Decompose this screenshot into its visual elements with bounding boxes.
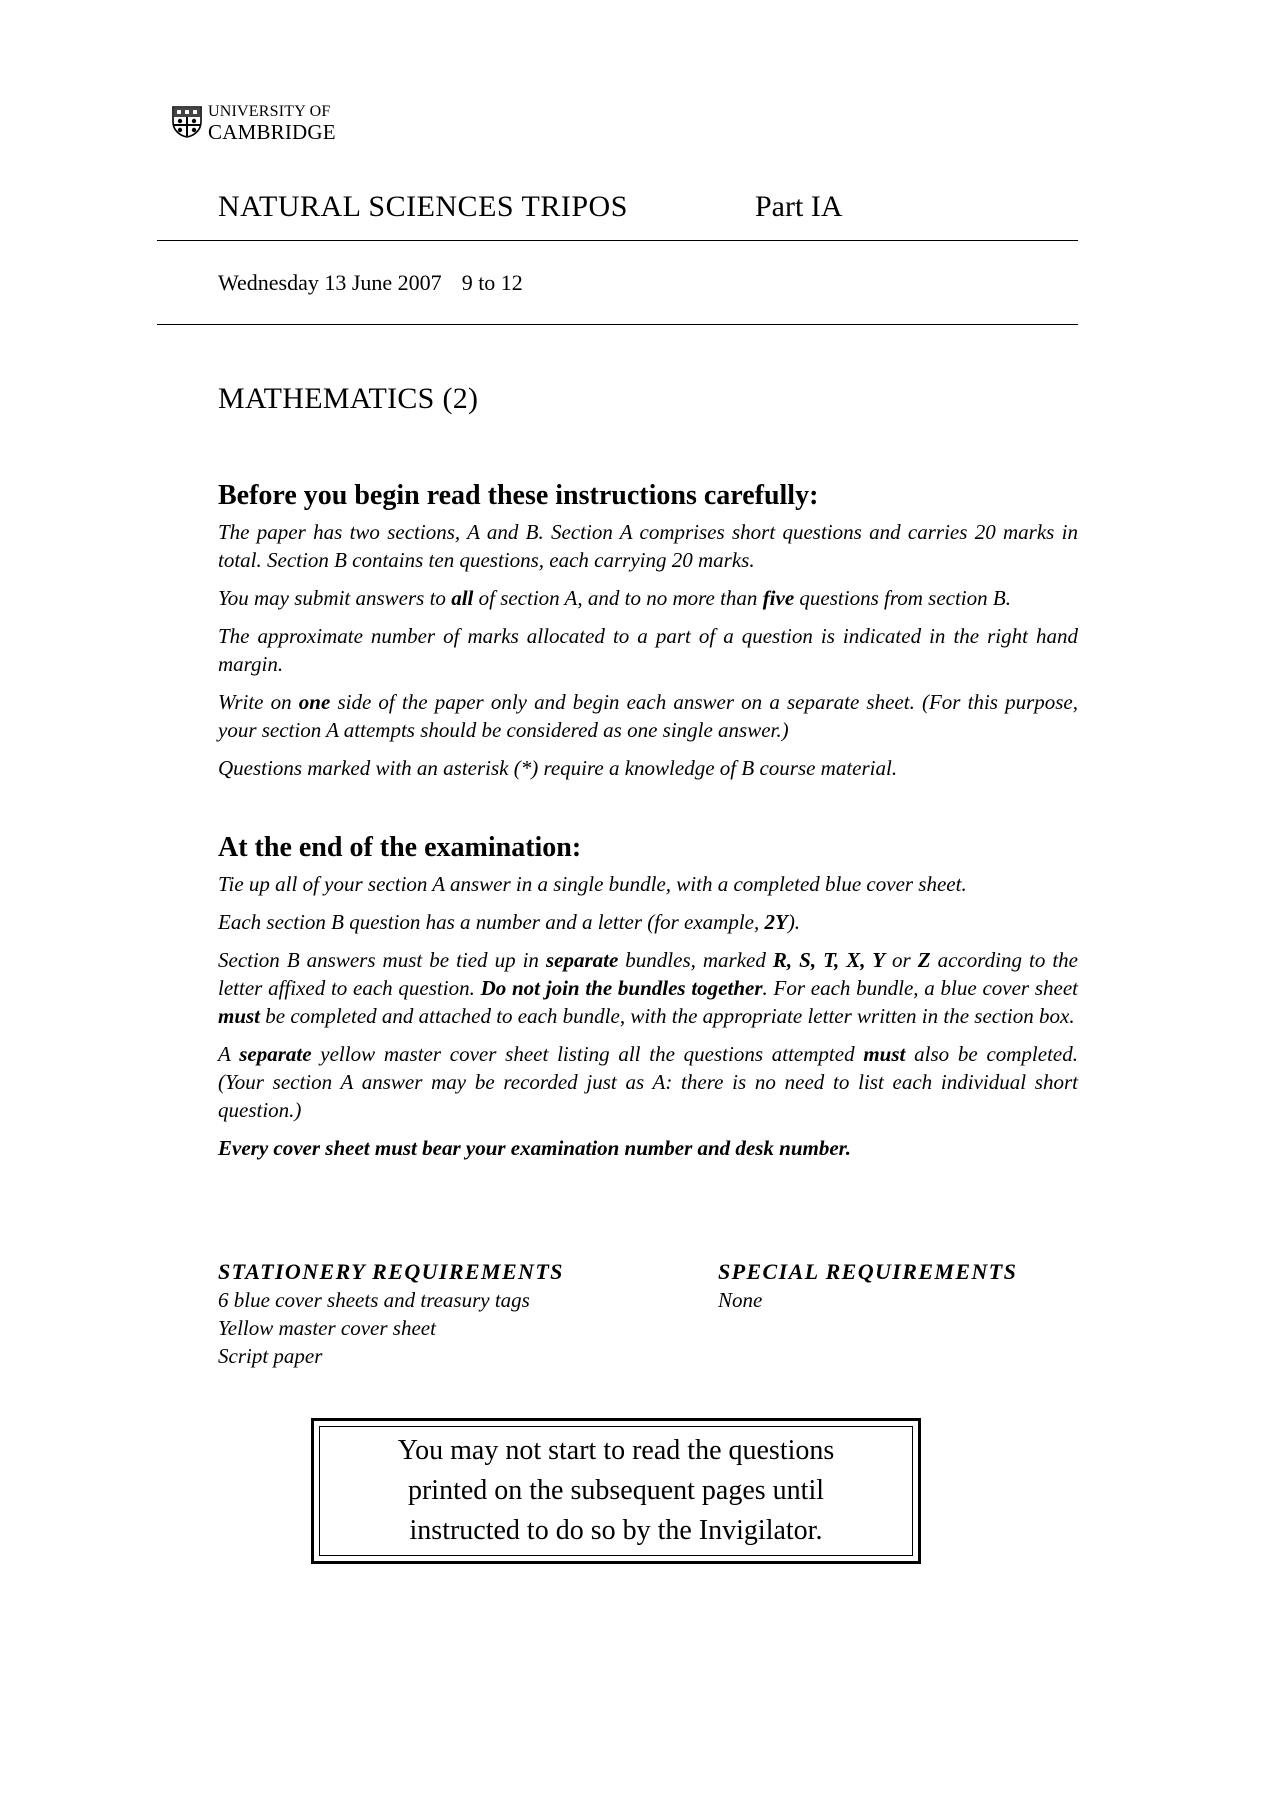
instruction-paragraph: You may submit answers to all of section A, and to no more than five questions from section B. — [218, 586, 1011, 610]
exam-time: 9 to 12 — [461, 270, 523, 295]
part-label: Part IA — [755, 190, 843, 223]
cover-sheet-note: Every cover sheet must bear your examination number and desk number. — [218, 1136, 851, 1160]
stationery-heading: STATIONERY REQUIREMENTS — [218, 1259, 564, 1284]
instruction-paragraph: The approximate number of marks allocated to a part of a question is indicated in the right hand margin. — [218, 624, 1078, 676]
exam-date: Wednesday 13 June 2007 — [218, 270, 442, 295]
instructions-section — [218, 480, 1078, 782]
notice-line: You may not start to read the questions — [397, 1435, 835, 1466]
special-heading: SPECIAL REQUIREMENTS — [718, 1259, 1018, 1284]
exam-date-time — [218, 270, 523, 296]
end-paragraph: Section B answers must be tied up in separate bundles, marked R, S, T, X, Y or Z according to the letter affixed to each question. Do not join the bundles together. For each bundle, a blue cover sheet must be completed and attached to each bundle, with the appropriate letter written in the section box. — [218, 948, 1078, 1028]
end-paragraph: Each section B question has a number and a letter (for example, 2Y). — [218, 910, 801, 934]
logo-line-1: UNIVERSITY OF — [208, 103, 331, 120]
stationery-requirements — [218, 1258, 564, 1370]
stationery-item: Script paper — [218, 1344, 323, 1368]
invigilator-notice-box — [311, 1418, 921, 1564]
crest-icon — [172, 106, 202, 138]
university-logo — [172, 102, 336, 142]
exam-subject: MATHEMATICS (2) — [218, 382, 479, 415]
notice-line: printed on the subsequent pages until — [407, 1475, 825, 1506]
header-rule-bottom — [157, 324, 1078, 325]
instruction-paragraph: Write on one side of the paper only and begin each answer on a separate sheet. (For this purpose, your section A attempts should be considered as one single answer.) — [218, 690, 1079, 742]
stationery-item: Yellow master cover sheet — [218, 1316, 436, 1340]
tripos-title: NATURAL SCIENCES TRIPOS — [218, 190, 628, 223]
end-of-exam-section — [218, 832, 1078, 1162]
instruction-paragraph: The paper has two sections, A and B. Section A comprises short questions and carries 20 marks in total. Section B contains ten questions, each carrying 20 marks. — [218, 520, 1078, 572]
end-heading: At the end of the examination: — [218, 832, 582, 863]
notice-line: instructed to do so by the Invigilator. — [409, 1515, 823, 1546]
instruction-paragraph: Questions marked with an asterisk (*) require a knowledge of B course material. — [218, 756, 898, 780]
special-requirements — [718, 1258, 1017, 1314]
logo-line-2: CAMBRIDGE — [208, 120, 336, 144]
end-paragraph: A separate yellow master cover sheet listing all the questions attempted must also be completed. (Your section A answer may be recorded just as A: there is no need to list each individual short question.) — [218, 1042, 1078, 1122]
special-value: None — [718, 1288, 763, 1312]
end-paragraph: Tie up all of your section A answer in a single bundle, with a completed blue cover sheet. — [218, 872, 967, 896]
header-rule-top — [157, 240, 1078, 241]
instructions-heading: Before you begin read these instructions carefully: — [218, 480, 819, 511]
stationery-item: 6 blue cover sheets and treasury tags — [218, 1288, 530, 1312]
